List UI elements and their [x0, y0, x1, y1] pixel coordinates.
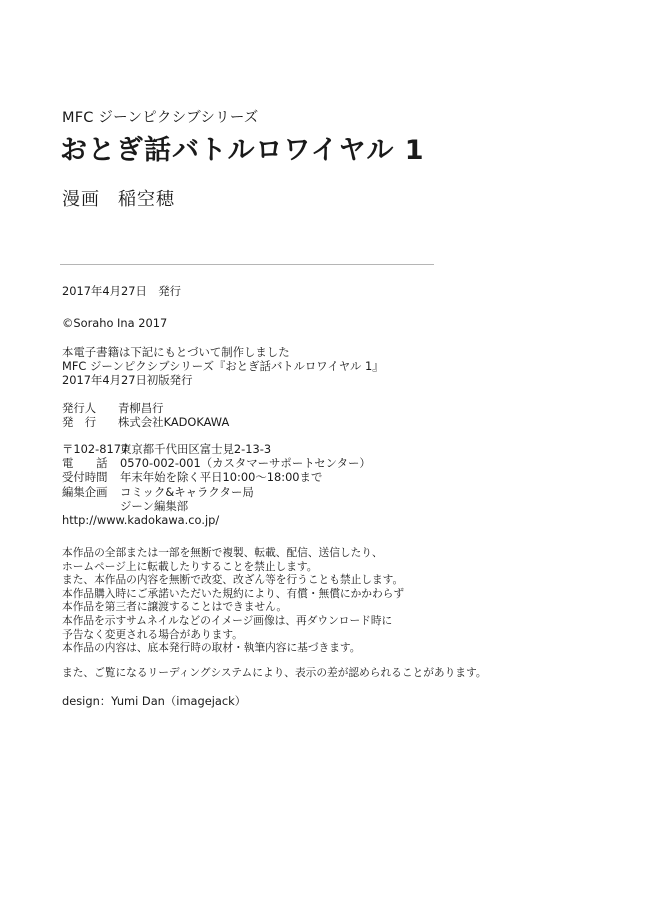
- contact-info: [62, 442, 371, 527]
- legal-notice: [62, 546, 404, 655]
- notice-line: 予告なく変更される場合があります。: [62, 627, 243, 641]
- publisher-person-label: 発行人: [62, 401, 97, 415]
- source-info: [62, 345, 384, 388]
- publisher-person-value: 青柳昌行: [118, 401, 164, 415]
- postal-label: 〒102-8177: [62, 442, 129, 456]
- author-credit: [62, 185, 175, 211]
- publisher-company-value: 株式会社KADOKAWA: [118, 415, 230, 430]
- credit-name: 稲空穂: [118, 189, 175, 210]
- divider: [60, 264, 434, 265]
- edit-row: [62, 485, 371, 499]
- book-title: おとぎ話バトルロワイヤル 1: [60, 135, 425, 166]
- hours-row: [62, 470, 371, 484]
- publication-date: 2017年4月27日 発行: [62, 284, 182, 298]
- copyright: ©Soraho Ina 2017: [62, 316, 168, 330]
- phone-row: [62, 456, 371, 470]
- hours-label: 受付時間: [62, 470, 108, 485]
- notice-line: 本作品購入時にご承諾いただいた規約により、有償・無償にかかわらず: [62, 586, 405, 600]
- edit-row-2: [62, 499, 371, 513]
- publisher-person-row: [62, 401, 229, 415]
- notice-line: 本作品を示すサムネイルなどのイメージ画像は、再ダウンロード時に: [62, 613, 393, 627]
- postal-row: [62, 442, 371, 456]
- phone-label: 電 話: [62, 456, 108, 471]
- edit-value-2: ジーン編集部: [120, 498, 189, 513]
- notice-line: ホームページ上に転載したりすることを禁止します。: [62, 559, 318, 573]
- notice-line: 本作品の全部または一部を無断で複製、転載、配信、送信したり、: [62, 546, 383, 559]
- source-line: 本電子書籍は下記にもとづいて制作しました: [62, 345, 290, 359]
- reader-note: また、ご覧になるリーディングシステムにより、表示の差が認められることがあります。: [62, 666, 487, 679]
- notice-line: また、本作品の内容を無断で改変、改ざん等を行うことも禁止します。: [62, 573, 404, 587]
- design-credit: design：Yumi Dan（imagejack）: [62, 694, 247, 708]
- hours-value: 年末年始を除く平日10:00～18:00まで: [120, 470, 323, 485]
- series-name: MFC ジーンピクシブシリーズ: [62, 110, 259, 126]
- postal-value: 東京都千代田区富士見2-13-3: [120, 442, 272, 456]
- publisher-company-row: [62, 415, 229, 429]
- url-row: [62, 513, 371, 527]
- source-line: MFC ジーンピクシブシリーズ『おとぎ話バトルロワイヤル 1』: [62, 359, 384, 374]
- edit-label: 編集企画: [62, 484, 108, 499]
- notice-line: 本作品の内容は、底本発行時の取材・執筆内容に基づきます。: [62, 641, 361, 655]
- publisher-url[interactable]: http://www.kadokawa.co.jp/: [62, 513, 220, 528]
- publisher-info: [62, 401, 229, 429]
- edit-value: コミック&キャラクター局: [120, 484, 254, 499]
- credit-role: 漫画: [62, 189, 100, 210]
- notice-line: 本作品を第三者に譲渡することはできません。: [62, 600, 288, 614]
- publisher-company-label: 発 行: [62, 415, 97, 430]
- phone-value: 0570-002-001（カスタマーサポートセンター）: [120, 456, 371, 471]
- source-line: 2017年4月27日初版発行: [62, 373, 193, 388]
